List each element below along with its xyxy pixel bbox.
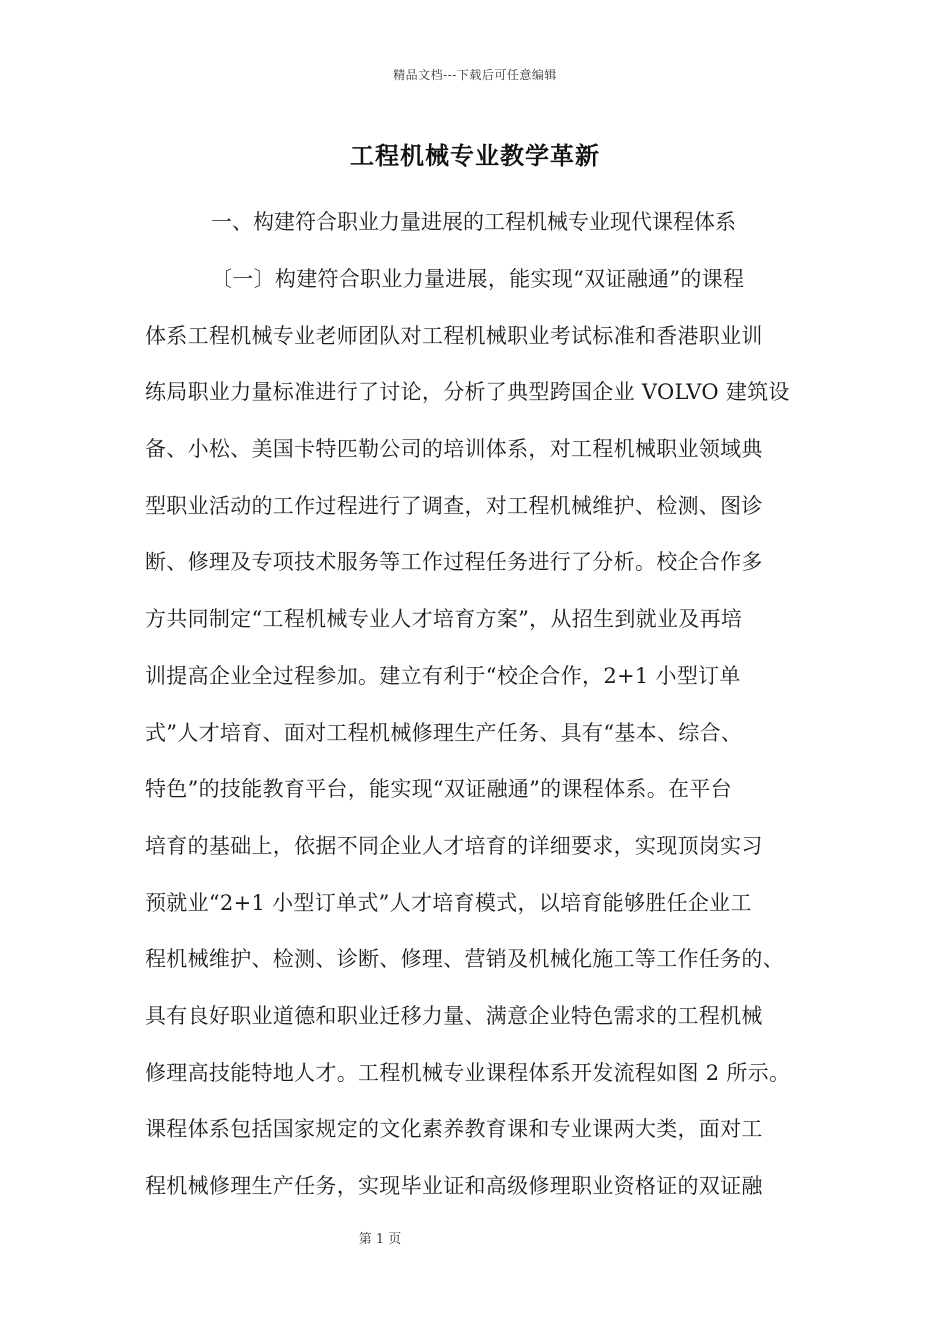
paragraph-line: 预就业“2+1 小型订单式”人才培育模式，以培育能够胜任企业工: [145, 890, 752, 915]
paragraph-line: 备、小松、美国卡特匹勒公司的培训体系，对工程机械职业领域典: [145, 437, 763, 462]
paragraph-line: 断、修理及专项技术服务等工作过程任务进行了分析。校企合作多: [145, 550, 763, 575]
body-paragraph: [145, 262, 835, 1226]
paragraph-line: 型职业活动的工作过程进行了调查，对工程机械维护、检测、图诊: [145, 493, 763, 518]
paragraph-line: 修理高技能特地人才。工程机械专业课程体系开发流程如图 2 所示。: [145, 1060, 791, 1085]
paragraph-line: 特色”的技能教育平台，能实现“双证融通”的课程体系。在平台: [145, 777, 732, 802]
document-title: 工程机械专业教学革新: [350, 141, 600, 170]
paragraph-line: 培育的基础上，依据不同企业人才培育的详细要求，实现顶岗实习: [145, 833, 763, 858]
paragraph-line: 式”人才培育、面对工程机械修理生产任务、具有“基本、综合、: [145, 720, 743, 745]
section-heading: 一、构建符合职业力量进展的工程机械专业现代课程体系: [211, 210, 736, 234]
paragraph-line: 程机械维护、检测、诊断、修理、营销及机械化施工等工作任务的、: [145, 947, 784, 972]
paragraph-line: 课程体系包括国家规定的文化素养教育课和专业课两大类，面对工: [145, 1117, 763, 1142]
paragraph-line: 〔一〕构建符合职业力量进展，能实现“双证融通”的课程: [211, 267, 745, 291]
paragraph-line: 体系工程机械专业老师团队对工程机械职业考试标准和香港职业训: [145, 323, 763, 348]
paragraph-line: 练局职业力量标准进行了讨论，分析了典型跨国企业 VOLVO 建筑设: [145, 380, 790, 405]
paragraph-line: 训提高企业全过程参加。建立有利于“校企合作，2+1 小型订单: [145, 663, 741, 688]
paragraph-line: 方共同制定“工程机械专业人才培育方案”，从招生到就业及再培: [145, 607, 743, 632]
page-number: 第 1 页: [358, 1232, 402, 1247]
paragraph-line: 具有良好职业道德和职业迁移力量、满意企业特色需求的工程机械: [145, 1003, 763, 1028]
page-header: 精品文档---下载后可任意编辑: [393, 68, 557, 82]
paragraph-line: 程机械修理生产任务，实现毕业证和高级修理职业资格证的双证融: [145, 1174, 763, 1198]
